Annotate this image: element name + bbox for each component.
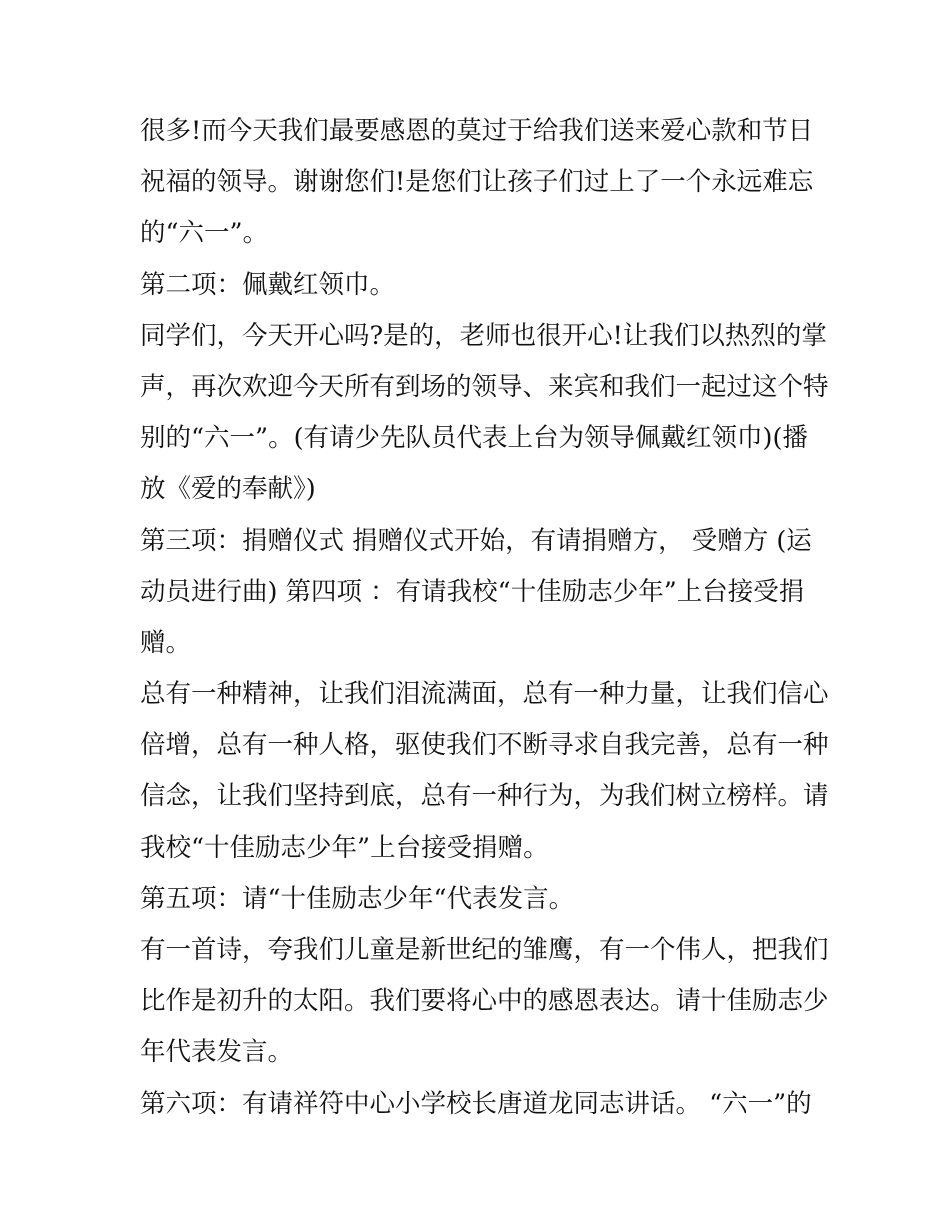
text-line: 总有一种精神，让我们泪流满面，总有一种力量，让我们信心 (140, 679, 829, 710)
text-line: 的“六一”。 (140, 218, 269, 249)
document-body (140, 106, 829, 1130)
text-line: 声，再次欢迎今天所有到场的领导、来宾和我们一起过这个特 (140, 371, 829, 402)
text-line: 我校“十佳励志少年”上台接受捐赠。 (140, 832, 549, 863)
text-line: 倍增，总有一种人格，驱使我们不断寻求自我完善，总有一种 (140, 730, 829, 761)
text-line: 信念，让我们坚持到底，总有一种行为，为我们树立榜样。请 (140, 781, 829, 812)
text-line: 放《爱的奉献》) (140, 474, 316, 505)
section-heading-item-5: 第五项：请“十佳励志少年“代表发言。 (140, 883, 575, 914)
text-line: 祝福的领导。谢谢您们!是您们让孩子们过上了一个永远难忘 (140, 167, 814, 198)
section-heading-item-3: 第三项：捐赠仪式 捐赠仪式开始，有请捐赠方， 受赠方 (运 (140, 525, 812, 556)
text-line: 有一首诗，夸我们儿童是新世纪的雏鹰，有一个伟人，把我们 (140, 935, 829, 965)
text-line: 动员进行曲) 第四项 ：有请我校“十佳励志少年”上台接受捐 (140, 576, 805, 607)
text-line: 同学们，今天开心吗?是的，老师也很开心!让我们以热烈的掌 (140, 320, 827, 351)
section-heading-item-6: 第六项：有请祥符中心小学校长唐道龙同志讲话。 “六一”的 (140, 1088, 812, 1119)
section-heading-item-2: 第二项：佩戴红领巾。 (140, 269, 396, 300)
text-line: 很多!而今天我们最要感恩的莫过于给我们送来爱心款和节日 (140, 116, 814, 146)
text-line: 赠。 (140, 627, 192, 658)
text-line: 年代表发言。 (140, 1037, 294, 1068)
text-line: 比作是初升的太阳。我们要将心中的感恩表达。请十佳励志少 (140, 986, 829, 1017)
text-line: 别的“六一”。(有请少先队员代表上台为领导佩戴红领巾)(播 (140, 423, 808, 454)
